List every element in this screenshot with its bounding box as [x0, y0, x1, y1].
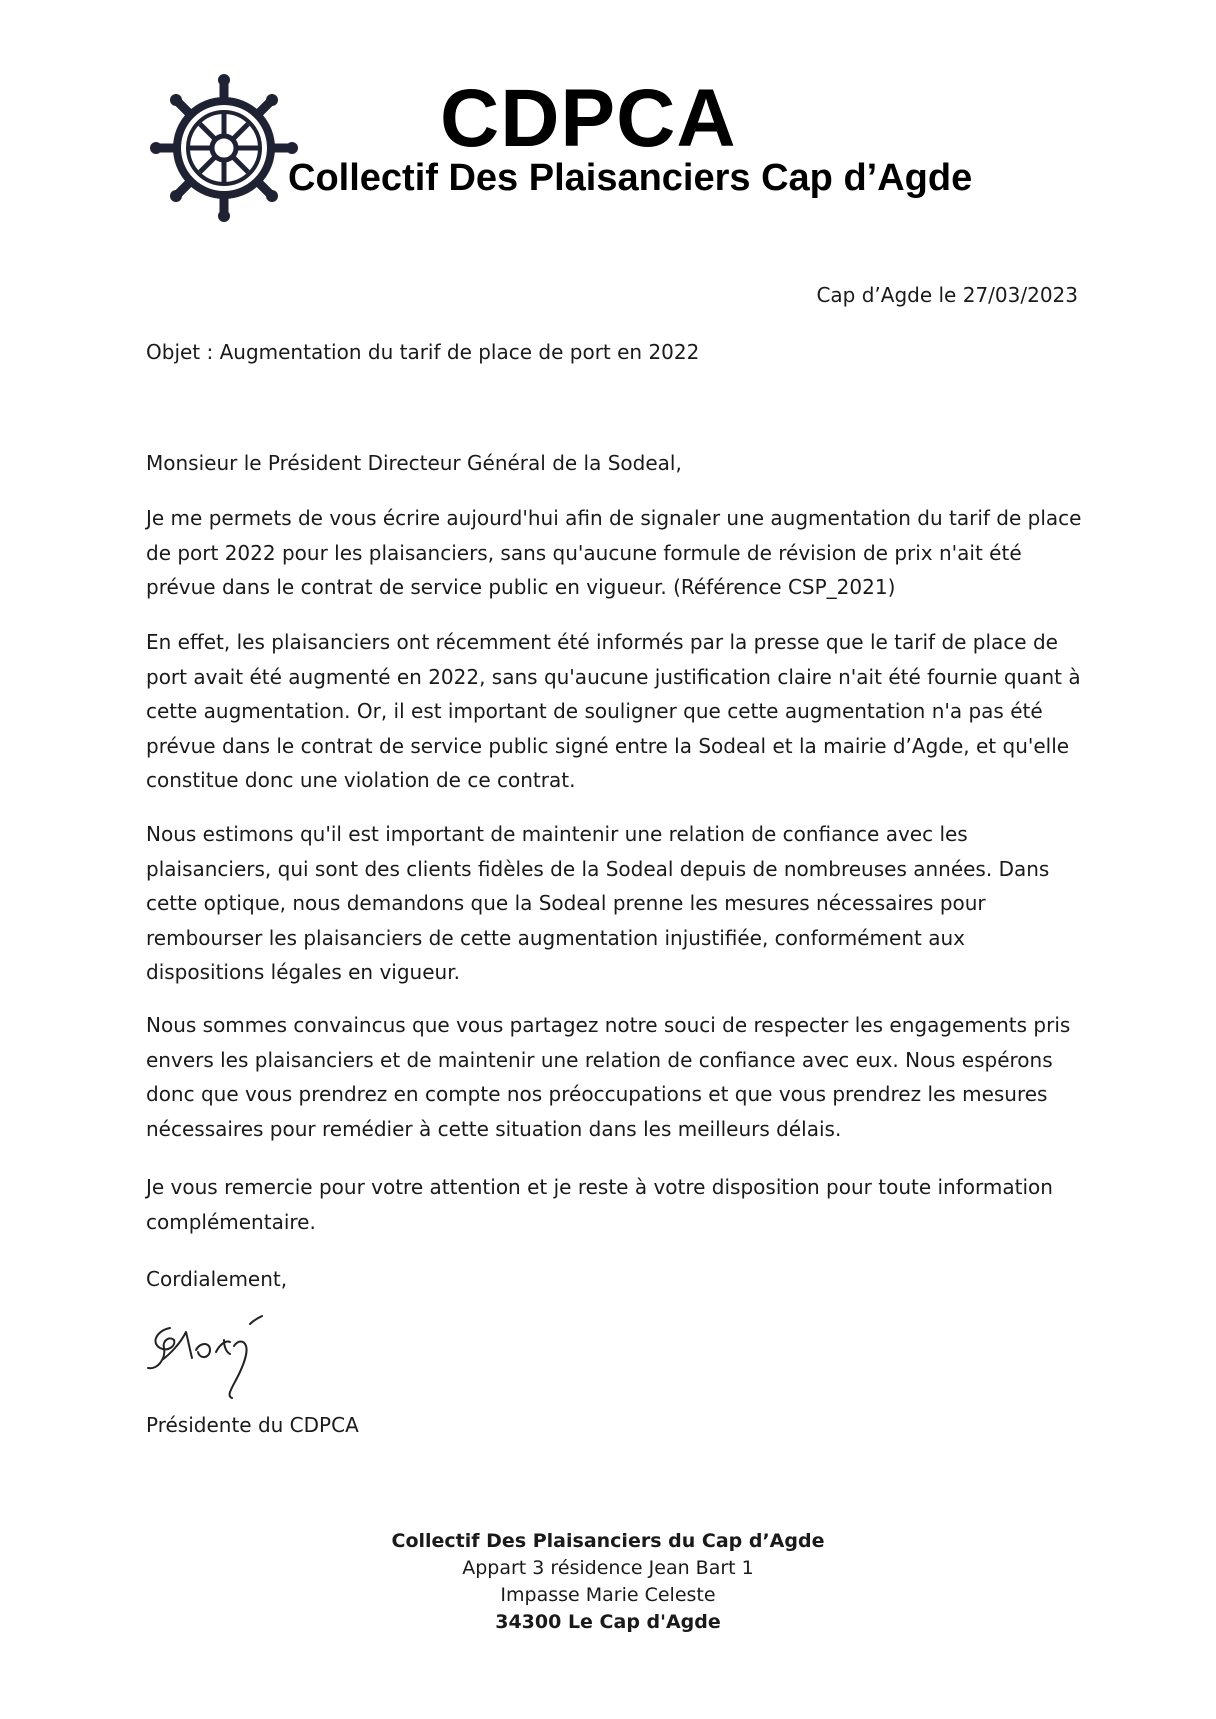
letterhead-acronym: CDPCA: [440, 73, 737, 164]
body-paragraph: Nous estimons qu'il est important de maintenir une relation de confiance avec les plaisanciers, qui sont des clients fidèles de la Sodeal depuis de nombreuses années. Dans cette optique, nous demandons que la Sodeal prenne les mesures nécessaires pour rembourser les plaisanciers de cette augmentation injustifiée, conformément aux dispositions légales en vigueur.: [146, 822, 1050, 984]
body-paragraph: En effet, les plaisanciers ont récemment été informés par la presse que le tarif de place de port avait été augmenté en 2022, sans qu'aucune justification claire n'ait été fournie quant à cette augmentation. Or, il est important de souligner que cette augmentation n'a pas été prévue dans le contrat de service public signé entre la Sodeal et la mairie d’Agde, et qu'elle constitue donc une violation de ce contrat.: [146, 630, 1081, 792]
subject-line: Objet : Augmentation du tarif de place de port en 2022: [146, 340, 700, 364]
footer-postal-city: 34300 Le Cap d'Agde: [495, 1611, 721, 1633]
letterhead-full-name: Collectif Des Plaisanciers Cap d’Agde: [288, 157, 973, 199]
footer-org-name: Collectif Des Plaisanciers du Cap d’Agde: [391, 1530, 825, 1552]
signer-role: Présidente du CDPCA: [146, 1413, 359, 1437]
closing: Cordialement,: [146, 1267, 288, 1291]
body-paragraph: Je vous remercie pour votre attention et je reste à votre disposition pour toute information complémentaire.: [146, 1175, 1053, 1234]
salutation: Monsieur le Président Directeur Général de la Sodeal,: [146, 451, 682, 475]
body-paragraph: Nous sommes convaincus que vous partagez notre souci de respecter les engagements pris envers les plaisanciers et de maintenir une relation de confiance avec eux. Nous espérons donc que vous prendrez en compte nos préoccupations et que vous prendrez les mesures nécessaires pour remédier à cette situation dans les meilleurs délais.: [146, 1013, 1071, 1141]
handwritten-signature: [140, 1310, 290, 1405]
date-line: Cap d’Agde le 27/03/2023: [816, 283, 1078, 307]
ship-wheel-icon: [150, 74, 298, 222]
footer-address-line: Appart 3 résidence Jean Bart 1: [462, 1557, 754, 1579]
footer-address-line: Impasse Marie Celeste: [500, 1584, 716, 1606]
footer-address: [0, 1528, 1216, 1636]
body-paragraph: Je me permets de vous écrire aujourd'hui afin de signaler une augmentation du tarif de place de port 2022 pour les plaisanciers, sans qu'aucune formule de révision de prix n'ait été prévue dans le contrat de service public en vigueur. (Référence CSP_2021): [146, 506, 1082, 599]
